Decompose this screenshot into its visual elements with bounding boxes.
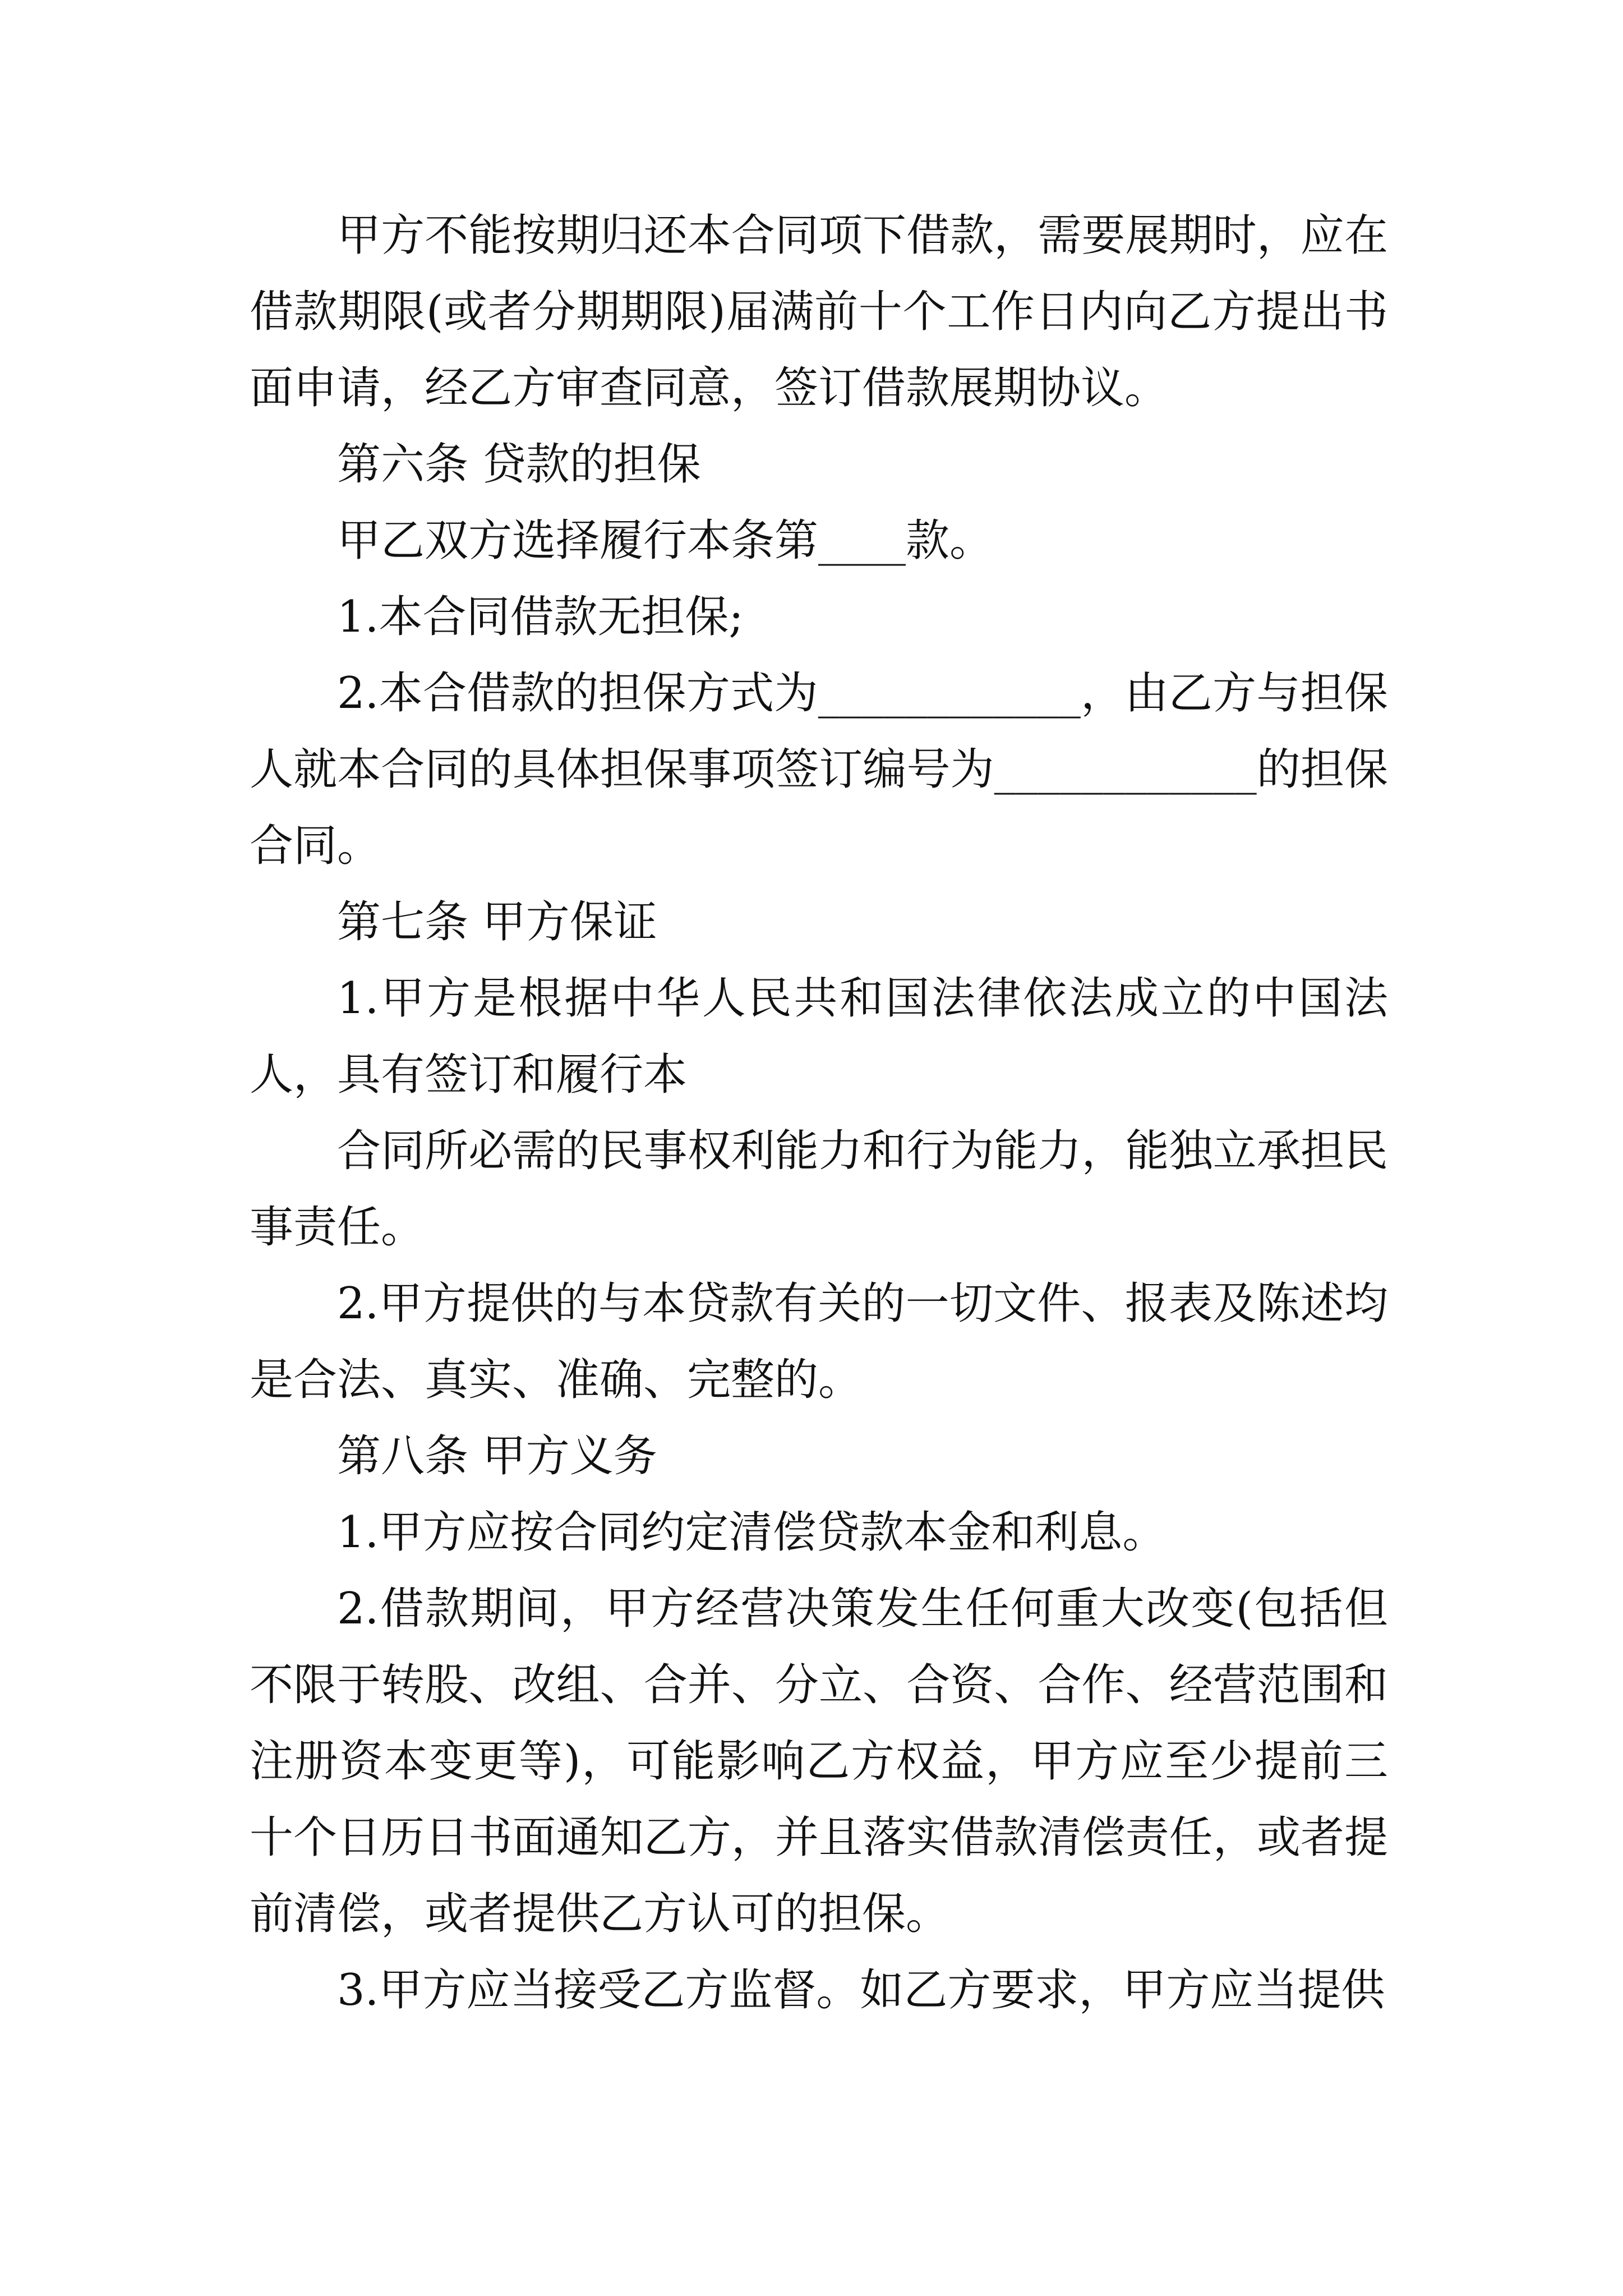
paragraph-legal-person: 1.甲方是根据中华人民共和国法律依法成立的中国法人，具有签订和履行本: [250, 973, 1388, 1100]
paragraph-civil-capacity: 合同所必需的民事权利能力和行为能力，能独立承担民事责任。: [250, 1126, 1388, 1253]
paragraph-major-change: 2.借款期间，甲方经营决策发生任何重大改变(包括但不限于转股、改组、合并、分立、合资、合作、经营范围和注册资本变更等)，可能影响乙方权益，甲方应至少提前三十个日历日书面通知乙方，并且落实借款清偿责任，或者提前清偿，或者提供乙方认可的担保。: [250, 1584, 1388, 1939]
heading-article-8: 第八条 甲方义务: [337, 1431, 657, 1481]
paragraph-no-guarantee: 1.本合同借款无担保;: [337, 592, 744, 642]
paragraph-repay: 1.甲方应按合同约定清偿贷款本金和利息。: [337, 1507, 1166, 1558]
document-body: [250, 197, 1388, 2028]
paragraph-documents-true: 2.甲方提供的与本贷款有关的一切文件、报表及陈述均是合法、真实、准确、完整的。: [250, 1278, 1388, 1405]
paragraph-guarantee-method: 2.本合借款的担保方式为____________，由乙方与担保人就本合同的具体担保事项签订编号为____________的担保合同。: [250, 668, 1388, 871]
heading-article-6: 第六条 贷款的担保: [337, 439, 701, 490]
paragraph-extension: 甲方不能按期归还本合同项下借款，需要展期时，应在借款期限(或者分期期限)届满前十个工作日内向乙方提出书面申请，经乙方审查同意，签订借款展期协议。: [250, 210, 1388, 413]
paragraph-guarantee-choice: 甲乙双方选择履行本条第____款。: [337, 516, 994, 566]
paragraph-supervision: 3.甲方应当接受乙方监督。如乙方要求，甲方应当提供: [337, 1965, 1385, 2016]
heading-article-7: 第七条 甲方保证: [337, 897, 657, 947]
